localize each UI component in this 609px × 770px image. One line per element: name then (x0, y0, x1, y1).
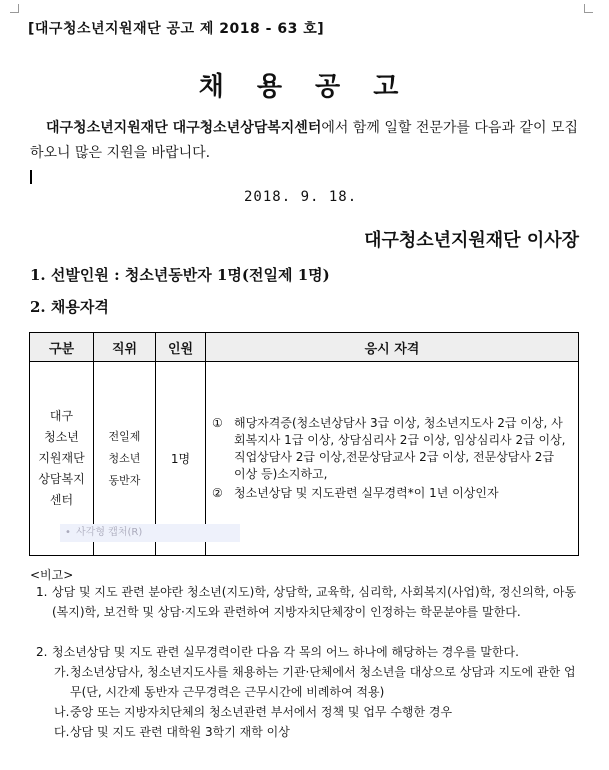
note-subitem-da (30, 722, 582, 742)
note-subtext: 청소년상담사, 청소년지도사를 채용하는 기관·단체에서 청소년을 대상으로 상담과 지도에 관한 업무(단, 시간제 동반자 근무경력은 근무시간에 비례하여 적용) (70, 665, 576, 699)
page-corner-mark-left (10, 4, 19, 13)
requirement-text: 청소년상담 및 지도관련 실무경력*이 1년 이상인자 (234, 486, 499, 500)
note-subnumber: 나. (54, 705, 70, 719)
note-subitem-na (30, 702, 582, 722)
note-number: 2. (36, 645, 48, 659)
capture-dot-icon: • (65, 527, 71, 538)
intro-text: 에서 함께 일할 전문가를 다음과 같이 모집하오니 많은 지원을 바랍니다. (30, 120, 578, 161)
note-text: 청소년상담 및 지도 관련 실무경력이란 다음 각 목의 어느 하나에 해당하는 경우를 말한다. (52, 645, 519, 659)
table-header-row (30, 333, 579, 362)
note-text: 상담 및 지도 관련 분야란 청소년(지도)학, 상담학, 교육학, 심리학, 사회복지(사업)학, 정신의학, 아동(복지)학, 보건학 및 상담·지도와 관련하여 지방자치단체장이 인정하는 학문분야를 말한다. (52, 585, 577, 619)
header-position: 직위 (94, 333, 156, 362)
note-item-1 (30, 582, 582, 622)
section-selection-count: 1. 선발인원 : 청소년동반자 1명(전일제 1명) (30, 266, 330, 284)
requirement-marker: ② (212, 486, 223, 500)
issuer-name: 대구청소년지원재단 이사장 (364, 230, 579, 251)
requirement-item-2 (212, 485, 568, 502)
document-title: 채 용 공 고 (198, 72, 411, 102)
note-item-2 (30, 642, 582, 662)
requirement-text: 해당자격증(청소년상담사 3급 이상, 청소년지도사 2급 이상, 사회복지사 1급 이상, 상담심리사 2급 이상, 임상심리사 2급 이상, 직업상담사 2급 이상,전문상담교사 2급 이상, 전문상담사 2급 이상 등)소지하고, (234, 416, 566, 481)
note-subtext: 상담 및 지도 관련 대학원 3학기 재학 이상 (70, 725, 290, 739)
note-subtext: 중앙 또는 지방자치단체의 청소년관련 부서에서 정책 및 업무 수행한 경우 (70, 705, 453, 719)
intro-paragraph (30, 116, 582, 166)
text-cursor (30, 170, 32, 184)
note-subnumber: 다. (54, 725, 70, 739)
header-requirements: 응시 자격 (206, 333, 579, 362)
notes-heading: <비고> (30, 568, 74, 582)
page-corner-mark-right (584, 4, 593, 13)
requirement-item-1 (212, 415, 568, 483)
header-category: 구분 (30, 333, 94, 362)
capture-tooltip (60, 524, 240, 542)
section-qualifications: 2. 채용자격 (30, 298, 109, 316)
category-text: 대구 청소년 지원재단 상담복지 센터 (38, 409, 85, 507)
position-text: 전일제 청소년 동반자 (108, 429, 141, 487)
note-subitem-ga (30, 662, 582, 702)
cell-requirements (206, 362, 579, 556)
intro-org-name: 대구청소년지원재단 대구청소년상담복지센터 (46, 120, 322, 136)
header-headcount: 인원 (156, 333, 206, 362)
note-number: 1. (36, 585, 48, 599)
cell-headcount: 1명 (156, 362, 206, 556)
notice-date: 2018. 9. 18. (244, 189, 358, 205)
note-subnumber: 가. (54, 665, 70, 679)
notice-number-header: [대구청소년지원재단 공고 제 2018 - 63 호] (28, 21, 325, 37)
qualification-table (29, 332, 579, 556)
requirement-marker: ① (212, 416, 223, 430)
capture-tooltip-text: 사각형 캡처(R) (76, 527, 143, 538)
